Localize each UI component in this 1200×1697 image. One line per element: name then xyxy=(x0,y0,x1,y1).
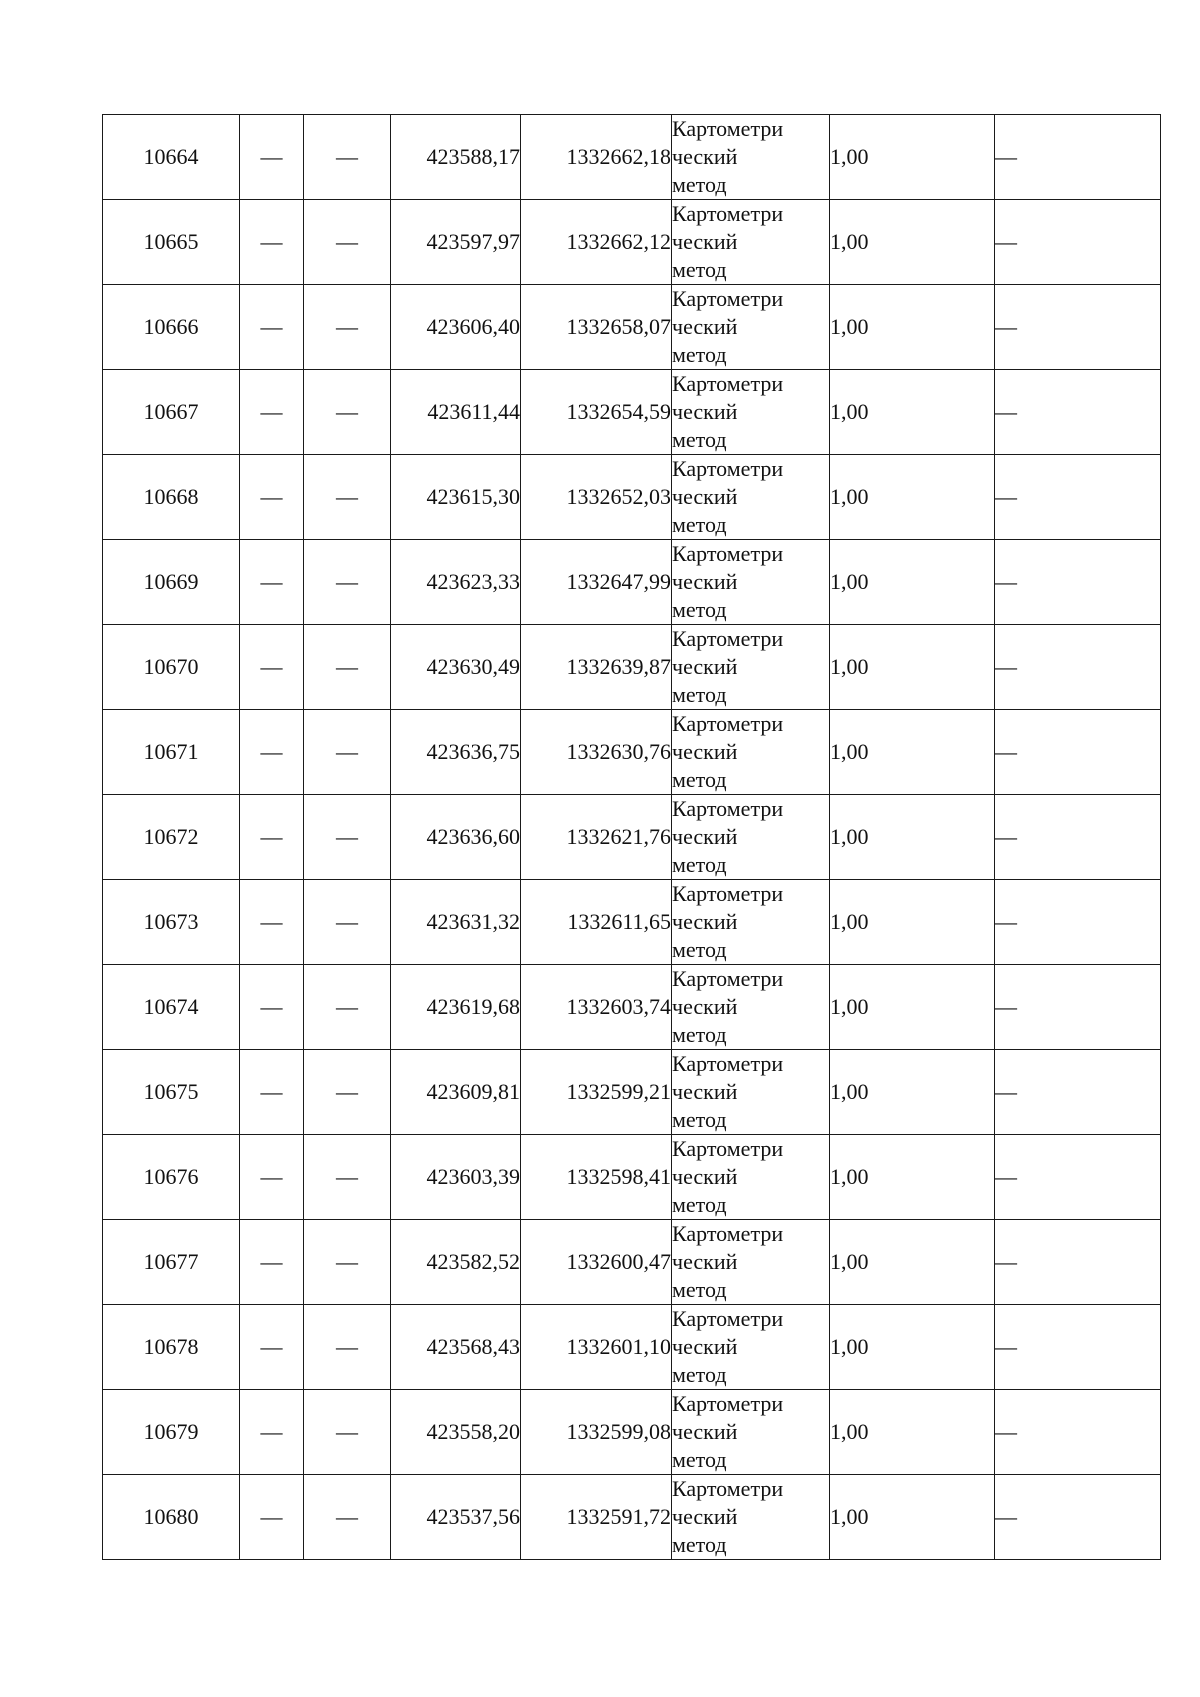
method-text-line: Картометри xyxy=(672,1476,784,1501)
note-dash-cell: — xyxy=(995,795,1161,880)
y-coordinate-cell: 1332630,76 xyxy=(521,710,672,795)
method-text-line: ческий xyxy=(672,909,738,934)
method-text-line: метод xyxy=(672,1192,727,1217)
method-text-line: ческий xyxy=(672,1249,738,1274)
method-text-line: ческий xyxy=(672,484,738,509)
note-dash-cell: — xyxy=(995,540,1161,625)
empty-dash-cell: — xyxy=(240,455,304,540)
empty-dash-cell: — xyxy=(240,965,304,1050)
empty-dash-cell: — xyxy=(240,1390,304,1475)
empty-dash-cell: — xyxy=(240,1305,304,1390)
point-number-cell: 10678 xyxy=(103,1305,240,1390)
accuracy-cell: 1,00 xyxy=(830,1305,995,1390)
x-coordinate-cell: 423588,17 xyxy=(391,115,521,200)
method-text-line: Картометри xyxy=(672,286,784,311)
method-cell xyxy=(672,1390,830,1475)
method-cell xyxy=(672,115,830,200)
empty-dash-cell: — xyxy=(240,880,304,965)
empty-dash-cell: — xyxy=(304,540,391,625)
x-coordinate-cell: 423582,52 xyxy=(391,1220,521,1305)
empty-dash-cell: — xyxy=(304,285,391,370)
method-cell xyxy=(672,1305,830,1390)
accuracy-cell: 1,00 xyxy=(830,1390,995,1475)
point-number-cell: 10665 xyxy=(103,200,240,285)
empty-dash-cell: — xyxy=(304,965,391,1050)
accuracy-cell: 1,00 xyxy=(830,1050,995,1135)
method-text-line: ческий xyxy=(672,1419,738,1444)
table-row xyxy=(103,370,1161,455)
table-row xyxy=(103,285,1161,370)
point-number-cell: 10671 xyxy=(103,710,240,795)
method-cell xyxy=(672,455,830,540)
note-dash-cell: — xyxy=(995,285,1161,370)
point-number-cell: 10673 xyxy=(103,880,240,965)
method-text-line: ческий xyxy=(672,229,738,254)
method-text-line: Картометри xyxy=(672,1306,784,1331)
note-dash-cell: — xyxy=(995,625,1161,710)
point-number-cell: 10679 xyxy=(103,1390,240,1475)
table-row xyxy=(103,115,1161,200)
table-row xyxy=(103,540,1161,625)
x-coordinate-cell: 423636,75 xyxy=(391,710,521,795)
method-cell xyxy=(672,625,830,710)
method-text-line: метод xyxy=(672,937,727,962)
method-text-line: ческий xyxy=(672,1334,738,1359)
table-row xyxy=(103,1220,1161,1305)
point-number-cell: 10675 xyxy=(103,1050,240,1135)
x-coordinate-cell: 423558,20 xyxy=(391,1390,521,1475)
accuracy-cell: 1,00 xyxy=(830,965,995,1050)
y-coordinate-cell: 1332611,65 xyxy=(521,880,672,965)
table-row xyxy=(103,625,1161,710)
note-dash-cell: — xyxy=(995,880,1161,965)
point-number-cell: 10666 xyxy=(103,285,240,370)
y-coordinate-cell: 1332639,87 xyxy=(521,625,672,710)
x-coordinate-cell: 423597,97 xyxy=(391,200,521,285)
note-dash-cell: — xyxy=(995,115,1161,200)
accuracy-cell: 1,00 xyxy=(830,200,995,285)
point-number-cell: 10676 xyxy=(103,1135,240,1220)
method-text-line: ческий xyxy=(672,654,738,679)
method-cell xyxy=(672,965,830,1050)
y-coordinate-cell: 1332599,21 xyxy=(521,1050,672,1135)
y-coordinate-cell: 1332600,47 xyxy=(521,1220,672,1305)
point-number-cell: 10680 xyxy=(103,1475,240,1560)
method-text-line: Картометри xyxy=(672,456,784,481)
method-text-line: метод xyxy=(672,682,727,707)
coordinates-table xyxy=(102,114,1161,1560)
table-row xyxy=(103,1390,1161,1475)
coordinates-table-body xyxy=(103,115,1161,1560)
x-coordinate-cell: 423537,56 xyxy=(391,1475,521,1560)
accuracy-cell: 1,00 xyxy=(830,625,995,710)
method-cell xyxy=(672,1475,830,1560)
method-text-line: Картометри xyxy=(672,1051,784,1076)
point-number-cell: 10670 xyxy=(103,625,240,710)
note-dash-cell: — xyxy=(995,370,1161,455)
empty-dash-cell: — xyxy=(240,1050,304,1135)
empty-dash-cell: — xyxy=(240,795,304,880)
x-coordinate-cell: 423615,30 xyxy=(391,455,521,540)
x-coordinate-cell: 423631,32 xyxy=(391,880,521,965)
y-coordinate-cell: 1332591,72 xyxy=(521,1475,672,1560)
empty-dash-cell: — xyxy=(304,1390,391,1475)
y-coordinate-cell: 1332652,03 xyxy=(521,455,672,540)
method-text-line: метод xyxy=(672,1107,727,1132)
empty-dash-cell: — xyxy=(240,200,304,285)
empty-dash-cell: — xyxy=(240,540,304,625)
accuracy-cell: 1,00 xyxy=(830,1135,995,1220)
empty-dash-cell: — xyxy=(240,1135,304,1220)
method-text-line: метод xyxy=(672,257,727,282)
empty-dash-cell: — xyxy=(304,1220,391,1305)
y-coordinate-cell: 1332599,08 xyxy=(521,1390,672,1475)
method-text-line: Картометри xyxy=(672,796,784,821)
table-row xyxy=(103,455,1161,540)
method-text-line: ческий xyxy=(672,1079,738,1104)
y-coordinate-cell: 1332662,12 xyxy=(521,200,672,285)
method-text-line: ческий xyxy=(672,1164,738,1189)
method-cell xyxy=(672,710,830,795)
empty-dash-cell: — xyxy=(240,1475,304,1560)
table-row xyxy=(103,1135,1161,1220)
accuracy-cell: 1,00 xyxy=(830,115,995,200)
note-dash-cell: — xyxy=(995,1305,1161,1390)
method-text-line: ческий xyxy=(672,1504,738,1529)
method-text-line: Картометри xyxy=(672,626,784,651)
method-text-line: ческий xyxy=(672,314,738,339)
empty-dash-cell: — xyxy=(304,1305,391,1390)
method-text-line: Картометри xyxy=(672,966,784,991)
x-coordinate-cell: 423609,81 xyxy=(391,1050,521,1135)
method-text-line: Картометри xyxy=(672,201,784,226)
method-text-line: Картометри xyxy=(672,371,784,396)
method-text-line: метод xyxy=(672,1277,727,1302)
point-number-cell: 10669 xyxy=(103,540,240,625)
x-coordinate-cell: 423568,43 xyxy=(391,1305,521,1390)
method-text-line: Картометри xyxy=(672,541,784,566)
method-text-line: метод xyxy=(672,1447,727,1472)
empty-dash-cell: — xyxy=(304,1475,391,1560)
x-coordinate-cell: 423636,60 xyxy=(391,795,521,880)
method-text-line: метод xyxy=(672,427,727,452)
method-text-line: ческий xyxy=(672,739,738,764)
empty-dash-cell: — xyxy=(240,370,304,455)
method-text-line: Картометри xyxy=(672,881,784,906)
table-row xyxy=(103,880,1161,965)
note-dash-cell: — xyxy=(995,200,1161,285)
empty-dash-cell: — xyxy=(240,115,304,200)
method-text-line: метод xyxy=(672,597,727,622)
accuracy-cell: 1,00 xyxy=(830,370,995,455)
point-number-cell: 10672 xyxy=(103,795,240,880)
note-dash-cell: — xyxy=(995,1390,1161,1475)
method-cell xyxy=(672,200,830,285)
note-dash-cell: — xyxy=(995,965,1161,1050)
method-cell xyxy=(672,1050,830,1135)
note-dash-cell: — xyxy=(995,1135,1161,1220)
method-text-line: ческий xyxy=(672,144,738,169)
note-dash-cell: — xyxy=(995,1050,1161,1135)
y-coordinate-cell: 1332601,10 xyxy=(521,1305,672,1390)
accuracy-cell: 1,00 xyxy=(830,540,995,625)
point-number-cell: 10674 xyxy=(103,965,240,1050)
method-cell xyxy=(672,285,830,370)
method-text-line: Картометри xyxy=(672,1136,784,1161)
x-coordinate-cell: 423623,33 xyxy=(391,540,521,625)
point-number-cell: 10677 xyxy=(103,1220,240,1305)
accuracy-cell: 1,00 xyxy=(830,795,995,880)
table-row xyxy=(103,200,1161,285)
method-cell xyxy=(672,540,830,625)
method-text-line: Картометри xyxy=(672,1391,784,1416)
method-text-line: метод xyxy=(672,512,727,537)
table-row xyxy=(103,1305,1161,1390)
method-text-line: ческий xyxy=(672,569,738,594)
accuracy-cell: 1,00 xyxy=(830,285,995,370)
accuracy-cell: 1,00 xyxy=(830,1475,995,1560)
method-cell xyxy=(672,370,830,455)
method-text-line: метод xyxy=(672,852,727,877)
empty-dash-cell: — xyxy=(304,370,391,455)
method-text-line: метод xyxy=(672,1022,727,1047)
empty-dash-cell: — xyxy=(304,625,391,710)
method-text-line: ческий xyxy=(672,399,738,424)
table-row xyxy=(103,965,1161,1050)
note-dash-cell: — xyxy=(995,1475,1161,1560)
y-coordinate-cell: 1332621,76 xyxy=(521,795,672,880)
method-text-line: Картометри xyxy=(672,1221,784,1246)
empty-dash-cell: — xyxy=(240,1220,304,1305)
note-dash-cell: — xyxy=(995,455,1161,540)
y-coordinate-cell: 1332603,74 xyxy=(521,965,672,1050)
empty-dash-cell: — xyxy=(304,1050,391,1135)
x-coordinate-cell: 423603,39 xyxy=(391,1135,521,1220)
empty-dash-cell: — xyxy=(304,795,391,880)
method-text-line: метод xyxy=(672,1362,727,1387)
empty-dash-cell: — xyxy=(240,625,304,710)
accuracy-cell: 1,00 xyxy=(830,455,995,540)
table-row xyxy=(103,710,1161,795)
y-coordinate-cell: 1332658,07 xyxy=(521,285,672,370)
x-coordinate-cell: 423630,49 xyxy=(391,625,521,710)
empty-dash-cell: — xyxy=(304,200,391,285)
note-dash-cell: — xyxy=(995,710,1161,795)
accuracy-cell: 1,00 xyxy=(830,710,995,795)
method-cell xyxy=(672,1135,830,1220)
empty-dash-cell: — xyxy=(304,1135,391,1220)
method-cell xyxy=(672,880,830,965)
method-cell xyxy=(672,795,830,880)
method-cell xyxy=(672,1220,830,1305)
point-number-cell: 10664 xyxy=(103,115,240,200)
empty-dash-cell: — xyxy=(240,285,304,370)
empty-dash-cell: — xyxy=(304,880,391,965)
table-row xyxy=(103,1475,1161,1560)
x-coordinate-cell: 423611,44 xyxy=(391,370,521,455)
method-text-line: метод xyxy=(672,342,727,367)
method-text-line: метод xyxy=(672,1532,727,1557)
x-coordinate-cell: 423619,68 xyxy=(391,965,521,1050)
accuracy-cell: 1,00 xyxy=(830,880,995,965)
method-text-line: ческий xyxy=(672,994,738,1019)
method-text-line: ческий xyxy=(672,824,738,849)
table-row xyxy=(103,795,1161,880)
y-coordinate-cell: 1332654,59 xyxy=(521,370,672,455)
y-coordinate-cell: 1332662,18 xyxy=(521,115,672,200)
point-number-cell: 10667 xyxy=(103,370,240,455)
method-text-line: метод xyxy=(672,767,727,792)
method-text-line: Картометри xyxy=(672,116,784,141)
empty-dash-cell: — xyxy=(304,115,391,200)
empty-dash-cell: — xyxy=(240,710,304,795)
x-coordinate-cell: 423606,40 xyxy=(391,285,521,370)
point-number-cell: 10668 xyxy=(103,455,240,540)
y-coordinate-cell: 1332647,99 xyxy=(521,540,672,625)
accuracy-cell: 1,00 xyxy=(830,1220,995,1305)
method-text-line: Картометри xyxy=(672,711,784,736)
method-text-line: метод xyxy=(672,172,727,197)
empty-dash-cell: — xyxy=(304,455,391,540)
table-row xyxy=(103,1050,1161,1135)
note-dash-cell: — xyxy=(995,1220,1161,1305)
empty-dash-cell: — xyxy=(304,710,391,795)
y-coordinate-cell: 1332598,41 xyxy=(521,1135,672,1220)
